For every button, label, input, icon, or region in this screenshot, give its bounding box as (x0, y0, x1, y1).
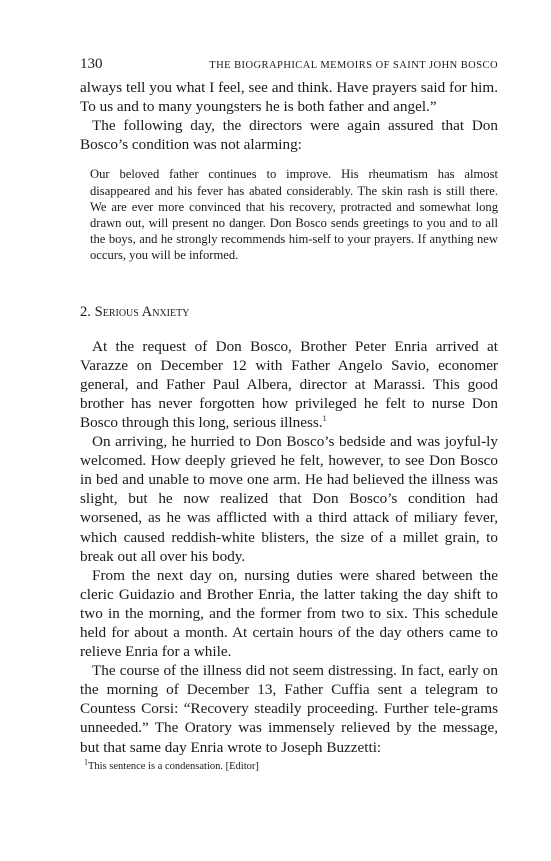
body-paragraph: The following day, the directors were again assured that Don Bosco’s condition was not alarming: (80, 117, 498, 154)
section-title: Serious Anxiety (94, 303, 190, 320)
section-heading (80, 304, 498, 321)
running-title: THE BIOGRAPHICAL MEMOIRS OF SAINT JOHN BOSCO (209, 60, 498, 71)
block-quote: Our beloved father continues to improve. His rheumatism has almost disappeared and his fever has abated considerably. The skin rash is still there. We are ever more convinced that his recovery, protracted and somewhat long drawn out, will present no danger. Don Bosco sends greetings to you and to all the boys, and he strongly recommends him-self to your prayers. If anything new occurs, you will be informed. (90, 167, 498, 263)
paragraph-text: At the request of Don Bosco, Brother Peter Enria arrived at Varazze on December 12 with Father Angelo Savio, economer general, and Father Paul Albera, director at Marassi. This good brother has never forgotten how privileged he felt to nurse Don Bosco through this long, serious illness. (80, 337, 498, 431)
page-number: 130 (80, 56, 103, 72)
body-paragraph: From the next day on, nursing duties were shared between the cleric Guidazio and Brother Enria, the latter taking the day shift to two in the morning, and the former from two to six. This schedule held for about a month. At certain hours of the day others came to relieve Enria for a while. (80, 566, 498, 661)
body-paragraph: On arriving, he hurried to Don Bosco’s bedside and was joyful-ly welcomed. How deeply grieved he felt, however, to see Don Bosco in bed and unable to move one arm. He had believed the illness was slight, but he now realized that Don Bosco’s condition had worsened, as he was afflicted with a third attack of miliary fever, which caused reddish-white blisters, the size of a millet grain, to break out all over his body. (80, 433, 498, 565)
book-page (80, 56, 498, 773)
footnote-text: This sentence is a condensation. [Editor] (88, 760, 259, 772)
footnote-reference: 1 (322, 413, 327, 423)
page-header (80, 56, 498, 78)
body-paragraph: The course of the illness did not seem distressing. In fact, early on the morning of December 13, Father Cuffia sent a telegram to Countess Corsi: “Recovery steadily proceeding. Further tele-grams unneeded.” The Oratory was immensely relieved by the message, but that same day Enria wrote to Joseph Buzzetti: (80, 662, 498, 756)
scan-speck: · (32, 836, 35, 845)
body-paragraph: always tell you what I feel, see and think. Have prayers said for him. To us and to many youngsters he is both father and angel.” (80, 79, 498, 116)
footnote (84, 757, 498, 773)
section-number: 2. (80, 303, 91, 320)
body-paragraph (80, 337, 498, 432)
footnote-marker: 1 (84, 757, 88, 767)
